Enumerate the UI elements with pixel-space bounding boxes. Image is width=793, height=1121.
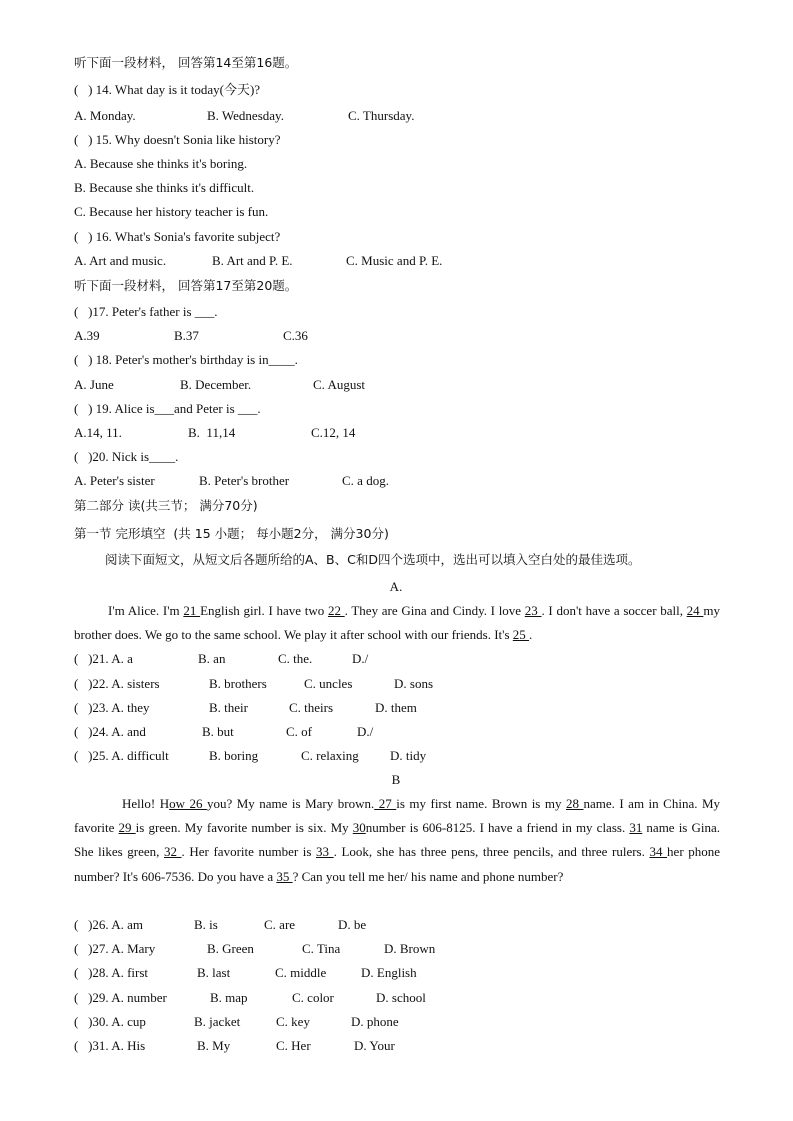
q14-option-a: A. Monday. — [74, 108, 136, 123]
question-18-stem: ( ) 18. Peter's mother's birthday is in____. — [74, 352, 298, 367]
q18-option-c: C. August — [313, 377, 366, 392]
q28-option-d: D. English — [361, 965, 417, 980]
q27-option-c: C. Tina — [302, 941, 341, 956]
question-14-stem: ( ) 14. What day is it today(今天)? — [74, 82, 261, 97]
q21-option-d: D./ — [352, 651, 369, 666]
section-heading: 听下面一段材料， 回答第17至第20题。 — [74, 278, 298, 293]
q31-option-d: D. Your — [354, 1038, 395, 1053]
question-24-stem: ( )24. A. and — [74, 724, 146, 739]
q29-option-c: C. color — [292, 990, 334, 1005]
question-19-stem: ( ) 19. Alice is___and Peter is ___. — [74, 401, 261, 416]
q18-option-a: A. June — [74, 377, 114, 392]
blank-33: 33 — [316, 844, 334, 860]
q29-option-d: D. school — [376, 990, 426, 1005]
q20-option-c: C. a dog. — [342, 473, 389, 488]
question-23-stem: ( )23. A. they — [74, 700, 150, 715]
q30-option-c: C. key — [276, 1014, 310, 1029]
q25-option-c: C. relaxing — [301, 748, 359, 763]
blank-23: 23 — [524, 603, 542, 618]
question-25-stem: ( )25. A. difficult — [74, 748, 169, 763]
passage-b: Hello! How 26 you? My name is Mary brown. 27 is my first name. Brown is my 28 name. I am in China. My favorite 29 is green. My favorite number is six. My 30number is 606-8125. I have a friend in my class. 31 name is Gina. She likes green, 32 . Her favorite number is 33 . Look, she has three pens, three pencils, and three rulers. 34 her phone number? It's 606-7536. Do you have a 35 ? Can you tell me her/ his name and phone number? — [74, 796, 721, 884]
question-21-stem: ( )21. A. a — [74, 651, 133, 666]
question-29-stem: ( )29. A. number — [74, 990, 167, 1005]
q25-option-d: D. tidy — [390, 748, 427, 763]
q24-option-b: B. but — [202, 724, 234, 739]
blank-25: 25 — [512, 627, 530, 643]
question-28-stem: ( )28. A. first — [74, 965, 149, 980]
q27-option-d: D. Brown — [384, 941, 436, 956]
q30-option-d: D. phone — [351, 1014, 399, 1029]
passage-b-label: B — [391, 772, 401, 787]
question-26-stem: ( )26. A. am — [74, 917, 143, 932]
q19-option-c: C.12, 14 — [311, 425, 356, 440]
q29-option-b: B. map — [210, 990, 248, 1005]
question-17-stem: ( )17. Peter's father is ___. — [74, 304, 218, 319]
q23-option-b: B. their — [209, 700, 248, 715]
blank-31: 31 — [629, 820, 643, 836]
q22-option-c: C. uncles — [304, 676, 353, 691]
question-15-stem: ( ) 15. Why doesn't Sonia like history? — [74, 132, 281, 147]
q28-option-c: C. middle — [275, 965, 327, 980]
passage-a: I'm Alice. I'm 21 English girl. I have two 22 . They are Gina and Cindy. I love 23 . I don't have a soccer ball, 24 my brother does. We go to the same school. We play it after school with our friends. It's 25 . — [74, 603, 720, 643]
q16-option-b: B. Art and P. E. — [212, 253, 293, 268]
blank-26: ow 26 — [169, 796, 207, 811]
blank-35: 35 — [276, 868, 293, 884]
question-20-stem: ( )20. Nick is____. — [74, 449, 179, 464]
q21-option-b: B. an — [198, 651, 226, 666]
q30-option-b: B. jacket — [194, 1014, 241, 1029]
blank-28: 28 — [565, 796, 584, 811]
blank-29: 29 — [118, 820, 136, 836]
q25-option-b: B. boring — [209, 748, 259, 763]
question-22-stem: ( )22. A. sisters — [74, 676, 160, 691]
cloze-instruction: 阅读下面短文，从短文后各题所给的A、B、C和D四个选项中，选出可以填入空白处的最佳选项。 — [105, 552, 641, 567]
q23-option-d: D. them — [375, 700, 417, 715]
question-16-stem: ( ) 16. What's Sonia's favorite subject? — [74, 229, 281, 244]
q21-option-c: C. the. — [278, 651, 313, 666]
q16-option-c: C. Music and P. E. — [346, 253, 443, 268]
q15-option-a: A. Because she thinks it's boring. — [74, 156, 248, 171]
q17-option-c: C.36 — [283, 328, 308, 343]
blank-34: 34 — [649, 844, 668, 860]
q15-option-b: B. Because she thinks it's difficult. — [74, 180, 255, 195]
q26-option-c: C. are — [264, 917, 296, 932]
blank-27: 27 — [374, 796, 397, 811]
blank-22: 22 — [327, 603, 345, 618]
q22-option-b: B. brothers — [209, 676, 267, 691]
q27-option-b: B. Green — [207, 941, 254, 956]
q20-option-a: A. Peter's sister — [74, 473, 155, 488]
question-27-stem: ( )27. A. Mary — [74, 941, 156, 956]
question-30-stem: ( )30. A. cup — [74, 1014, 146, 1029]
q31-option-c: C. Her — [276, 1038, 311, 1053]
q18-option-b: B. December. — [180, 377, 252, 392]
q16-option-a: A. Art and music. — [74, 253, 167, 268]
q15-option-c: C. Because her history teacher is fun. — [74, 204, 269, 219]
cloze-heading: 第一节 完形填空 (共 15 小题； 每小题2分， 满分30分) — [74, 526, 389, 541]
q14-option-b: B. Wednesday. — [207, 108, 284, 123]
q24-option-d: D./ — [357, 724, 374, 739]
q17-option-b: B.37 — [174, 328, 199, 343]
part-heading: 第二部分 读(共三节； 满分70分) — [74, 498, 258, 513]
blank-32: 32 — [163, 844, 182, 860]
q26-option-d: D. be — [338, 917, 367, 932]
q14-option-c: C. Thursday. — [348, 108, 415, 123]
q17-option-a: A.39 — [74, 328, 100, 343]
q22-option-d: D. sons — [394, 676, 434, 691]
q31-option-b: B. My — [197, 1038, 231, 1053]
q26-option-b: B. is — [194, 917, 218, 932]
passage-a-label: A. — [389, 579, 403, 594]
section-heading: 听下面一段材料， 回答第14至第16题。 — [74, 55, 298, 70]
q19-option-a: A.14, 11. — [74, 425, 122, 440]
blank-21: 21 — [183, 603, 201, 618]
q20-option-b: B. Peter's brother — [199, 473, 290, 488]
q23-option-c: C. theirs — [289, 700, 334, 715]
blank-24: 24 — [686, 603, 704, 618]
q24-option-c: C. of — [286, 724, 312, 739]
q28-option-b: B. last — [197, 965, 231, 980]
blank-30: 30 — [352, 820, 366, 836]
question-31-stem: ( )31. A. His — [74, 1038, 146, 1053]
q19-option-b: B. 11,14 — [188, 425, 236, 440]
